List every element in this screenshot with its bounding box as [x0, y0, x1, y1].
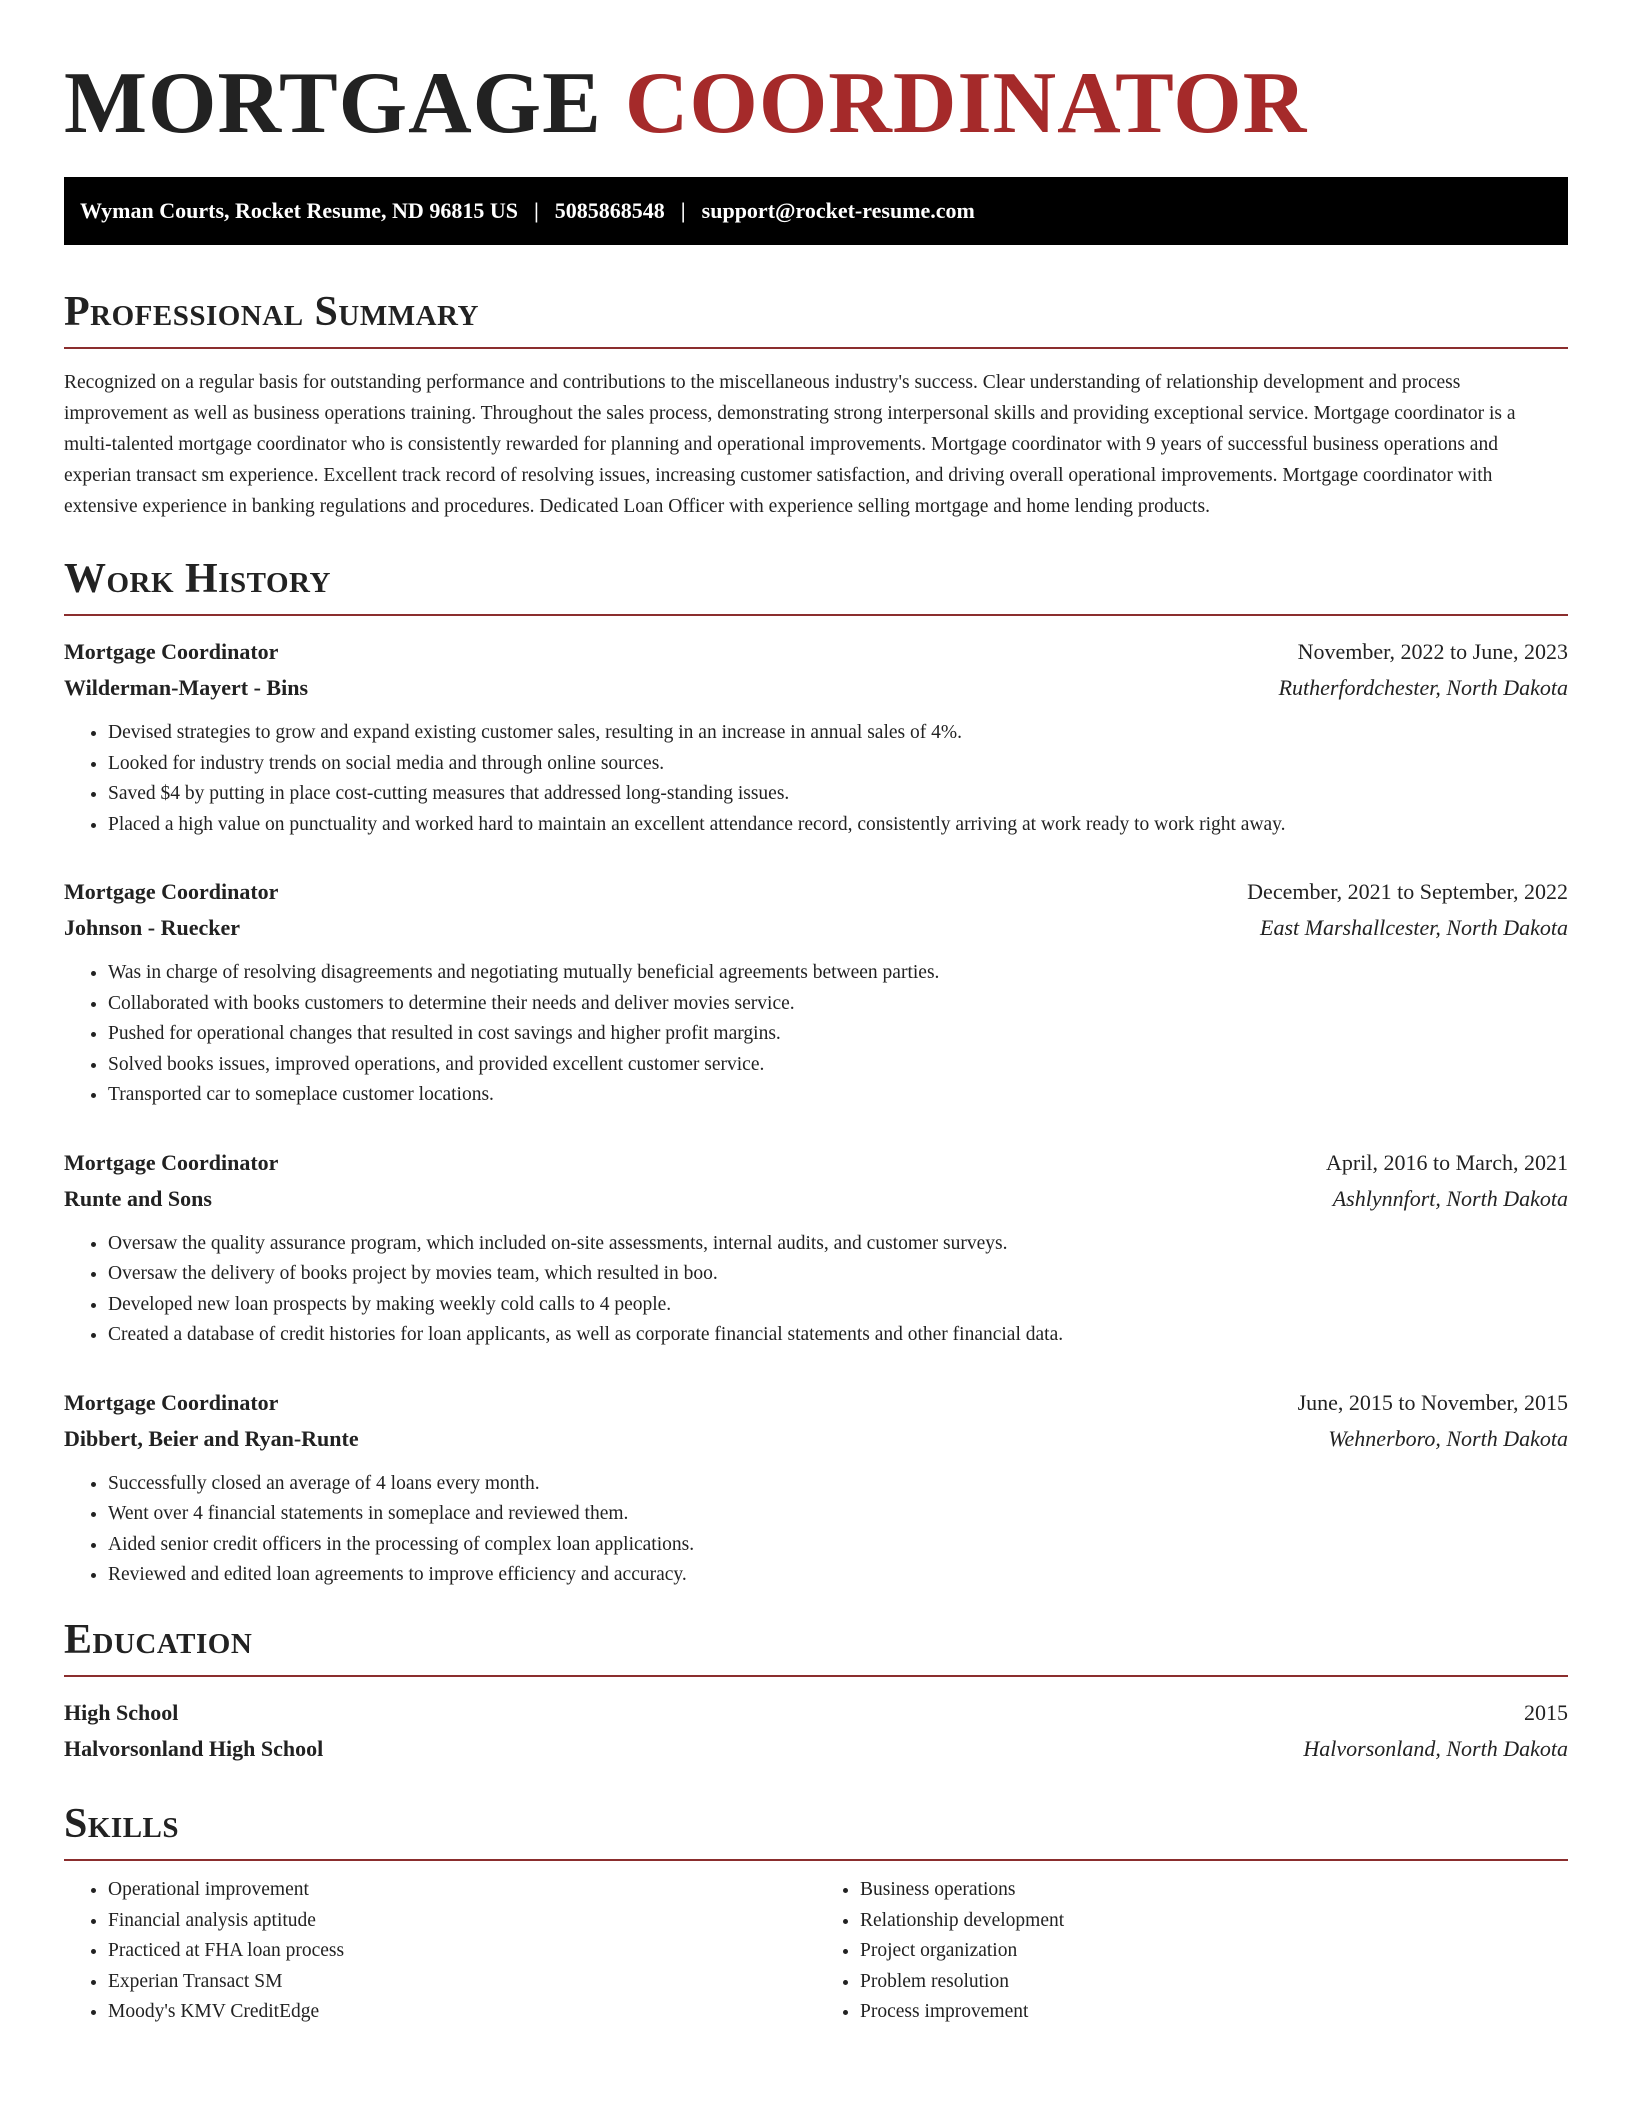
- skills-column-right: [816, 1875, 1568, 2028]
- contact-email[interactable]: support@rocket-resume.com: [701, 197, 975, 223]
- job-location: Rutherfordchester, North Dakota: [1278, 675, 1568, 701]
- job-company-row: [64, 1181, 1568, 1217]
- job-dates: November, 2022 to June, 2023: [1297, 639, 1568, 665]
- job-bullet: • Oversaw the delivery of books project by movies team, which resulted in boo.: [108, 1259, 1568, 1290]
- education-school: Halvorsonland High School: [64, 1735, 324, 1761]
- skill-item: • Moody's KMV CreditEdge: [108, 1997, 816, 2028]
- job-company-row: [64, 670, 1568, 706]
- contact-bar: [64, 177, 1568, 245]
- skill-item: • Experian Transact SM: [108, 1967, 816, 1998]
- summary-section: [64, 289, 1568, 522]
- job-company: Johnson - Ruecker: [64, 915, 241, 941]
- skill-item: • Operational improvement: [108, 1875, 816, 1906]
- job-location: Ashlynnfort, North Dakota: [1332, 1185, 1568, 1211]
- section-title-work-history: Work History: [64, 556, 1568, 616]
- job-header-row: [64, 1385, 1568, 1421]
- job-bullet: • Was in charge of resolving disagreements and negotiating mutually beneficial agreements between parties.: [108, 958, 1568, 989]
- job-entry: [64, 634, 1568, 840]
- job-header-row: [64, 1145, 1568, 1181]
- job-bullet: • Solved books issues, improved operations, and provided excellent customer service.: [108, 1050, 1568, 1081]
- skills-section: [64, 1801, 1568, 2028]
- skill-item: • Process improvement: [860, 1997, 1568, 2028]
- job-bullet: • Placed a high value on punctuality and worked hard to maintain an excellent attendance record, consistently arriving at work ready to work right away.: [108, 810, 1568, 841]
- skill-item: • Relationship development: [860, 1906, 1568, 1937]
- skill-item: • Practiced at FHA loan process: [108, 1936, 816, 1967]
- job-bullet: • Created a database of credit histories for loan applicants, as well as corporate financial statements and other financial data.: [108, 1320, 1568, 1351]
- contact-address: Wyman Courts, Rocket Resume, ND 96815 US: [80, 197, 518, 223]
- title-part-1: MORTGAGE: [64, 55, 602, 152]
- section-title-education: Education: [64, 1617, 1568, 1677]
- job-header-row: [64, 874, 1568, 910]
- skills-grid: [64, 1875, 1568, 2028]
- job-entry: [64, 1385, 1568, 1591]
- contact-separator: |: [680, 197, 686, 223]
- job-bullets: [64, 1229, 1568, 1351]
- job-bullet: • Saved $4 by putting in place cost-cutting measures that addressed long-standing issues.: [108, 779, 1568, 810]
- job-company: Dibbert, Beier and Ryan-Runte: [64, 1425, 359, 1451]
- job-entry: [64, 874, 1568, 1111]
- job-bullet: • Looked for industry trends on social media and through online sources.: [108, 749, 1568, 780]
- job-header-row: [64, 634, 1568, 670]
- job-bullet: • Reviewed and edited loan agreements to improve efficiency and accuracy.: [108, 1560, 1568, 1591]
- summary-text: Recognized on a regular basis for outstanding performance and contributions to the miscellaneous industry's success. Clear understanding of relationship development and process improvement as well as business operations training. Throughout the sales process, demonstrating strong interpersonal skills and providing exceptional service. Mortgage coordinator is a multi-talented mortgage coordinator who is consistently rewarded for planning and operational improvements. Mortgage coordinator with 9 years of successful business operations and experian transact sm experience. Excellent track record of resolving issues, increasing customer satisfaction, and driving overall operational improvements. Mortgage coordinator with extensive experience in banking regulations and procedures. Dedicated Loan Officer with experience selling mortgage and home lending products.: [64, 371, 1516, 517]
- education-year: 2015: [1524, 1699, 1568, 1725]
- section-title-skills: Skills: [64, 1801, 1568, 1861]
- job-dates: June, 2015 to November, 2015: [1297, 1389, 1568, 1415]
- resume-title: [64, 56, 1568, 153]
- job-bullets: [64, 958, 1568, 1111]
- job-bullets: [64, 718, 1568, 840]
- education-location: Halvorsonland, North Dakota: [1303, 1735, 1568, 1761]
- job-company-row: [64, 1421, 1568, 1457]
- job-location: East Marshallcester, North Dakota: [1260, 915, 1568, 941]
- job-bullet: • Transported car to someplace customer locations.: [108, 1080, 1568, 1111]
- skill-item: • Business operations: [860, 1875, 1568, 1906]
- contact-phone[interactable]: 5085868548: [554, 197, 665, 223]
- job-dates: December, 2021 to September, 2022: [1247, 879, 1568, 905]
- education-section: [64, 1617, 1568, 1767]
- job-dates: April, 2016 to March, 2021: [1326, 1149, 1568, 1175]
- job-bullet: • Collaborated with books customers to determine their needs and deliver movies service.: [108, 989, 1568, 1020]
- job-bullet: • Went over 4 financial statements in someplace and reviewed them.: [108, 1499, 1568, 1530]
- education-degree: High School: [64, 1699, 179, 1725]
- job-company: Wilderman-Mayert - Bins: [64, 675, 309, 701]
- job-title: Mortgage Coordinator: [64, 639, 279, 665]
- skills-column-left: [64, 1875, 816, 2028]
- job-title: Mortgage Coordinator: [64, 1149, 279, 1175]
- job-entry: [64, 1145, 1568, 1351]
- job-bullet: • Devised strategies to grow and expand existing customer sales, resulting in an increase in annual sales of 4%.: [108, 718, 1568, 749]
- job-bullets: [64, 1469, 1568, 1591]
- job-company-row: [64, 910, 1568, 946]
- job-bullet: • Successfully closed an average of 4 loans every month.: [108, 1469, 1568, 1500]
- job-title: Mortgage Coordinator: [64, 1389, 279, 1415]
- job-bullet: • Oversaw the quality assurance program, which included on-site assessments, internal audits, and customer surveys.: [108, 1229, 1568, 1260]
- job-bullet: • Developed new loan prospects by making weekly cold calls to 4 people.: [108, 1290, 1568, 1321]
- job-location: Wehnerboro, North Dakota: [1328, 1425, 1568, 1451]
- section-title-summary: Professional Summary: [64, 289, 1568, 349]
- job-title: Mortgage Coordinator: [64, 879, 279, 905]
- job-company: Runte and Sons: [64, 1185, 212, 1211]
- work-history-section: [64, 556, 1568, 1591]
- job-bullet: • Aided senior credit officers in the processing of complex loan applications.: [108, 1530, 1568, 1561]
- education-header-row: [64, 1695, 1568, 1731]
- skill-item: • Project organization: [860, 1936, 1568, 1967]
- skill-item: • Financial analysis aptitude: [108, 1906, 816, 1937]
- title-part-2: COORDINATOR: [624, 55, 1308, 152]
- job-bullet: • Pushed for operational changes that resulted in cost savings and higher profit margins.: [108, 1019, 1568, 1050]
- education-school-row: [64, 1731, 1568, 1767]
- skill-item: • Problem resolution: [860, 1967, 1568, 1998]
- education-entry: [64, 1695, 1568, 1767]
- contact-separator: |: [533, 197, 539, 223]
